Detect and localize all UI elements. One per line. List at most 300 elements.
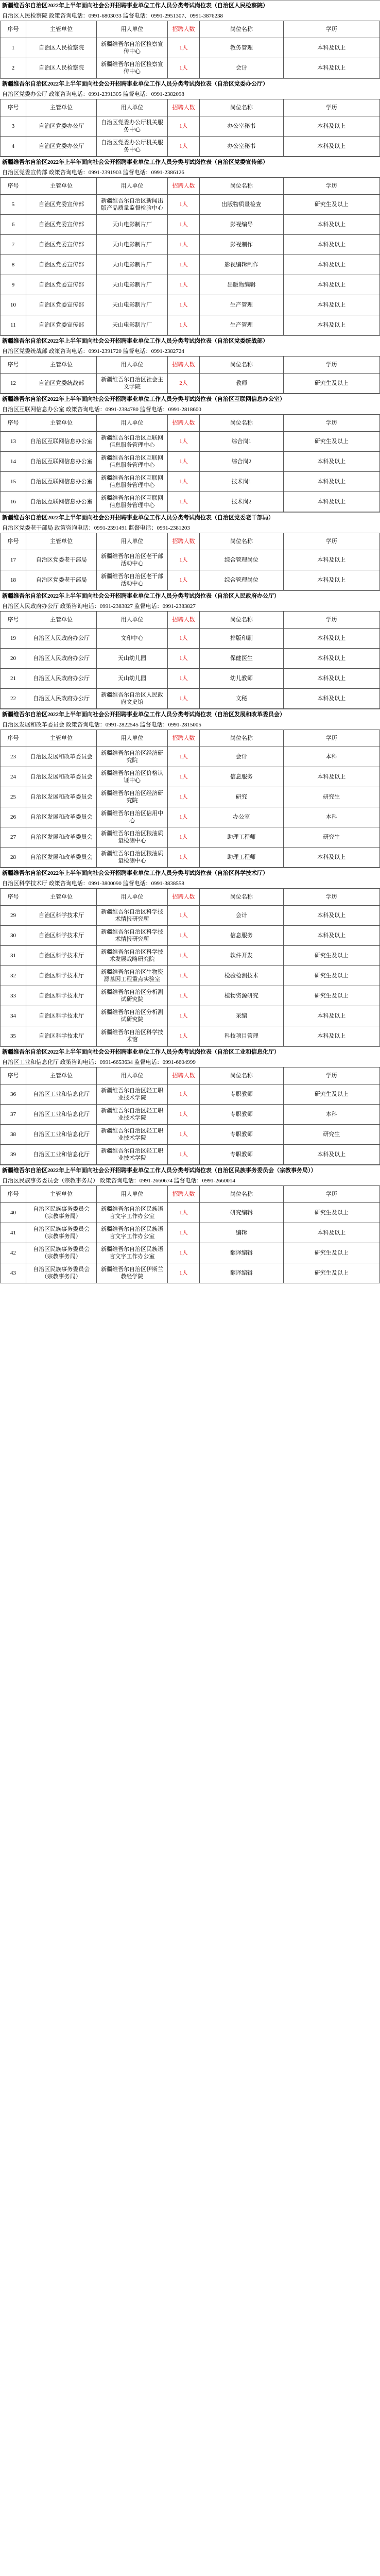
table-cell: 11 — [1, 315, 26, 335]
table-cell: 1人 — [167, 275, 199, 295]
table-cell: 本科及以上 — [283, 492, 379, 512]
table-cell: 新疆维吾尔自治区轻工职业技术学院 — [97, 1125, 167, 1145]
table-cell: 39 — [1, 1145, 26, 1165]
table-cell: 办公室秘书 — [200, 116, 283, 137]
table-cell: 天山幼儿园 — [97, 669, 167, 689]
table-cell: 1人 — [167, 1243, 199, 1263]
table-cell: 本科及以上 — [283, 629, 379, 649]
table-cell: 自治区科学技术厅 — [26, 986, 96, 1006]
table-row — [1, 1105, 380, 1125]
table-cell: 翻译编辑 — [200, 1243, 283, 1263]
column-header: 主管单位 — [26, 357, 96, 374]
table-cell: 14 — [1, 452, 26, 472]
table-cell: 本科及以上 — [283, 315, 379, 335]
table-cell: 新疆维吾尔自治区粮油质量检测中心 — [97, 848, 167, 868]
job-table — [0, 356, 380, 394]
table-row — [1, 906, 380, 926]
table-row — [1, 570, 380, 590]
table-row — [1, 1125, 380, 1145]
table-cell: 本科及以上 — [283, 689, 379, 709]
table-cell: 研究 — [200, 787, 283, 807]
column-header: 用人单位 — [97, 1186, 167, 1203]
table-cell: 37 — [1, 1105, 26, 1125]
table-cell: 专职教师 — [200, 1145, 283, 1165]
table-cell: 7 — [1, 235, 26, 255]
table-cell: 1人 — [167, 767, 199, 787]
column-header: 招聘人数 — [167, 730, 199, 747]
table-row — [1, 1243, 380, 1263]
table-cell: 10 — [1, 295, 26, 315]
section-title: 新疆维吾尔自治区2022年上半年面向社会公开招聘事业单位工作人员分类考试岗位表（自治区科学技术厅） — [0, 868, 380, 879]
table-cell: 自治区互联网信息办公室 — [26, 452, 96, 472]
section-contact: 自治区工业和信息化厅 政策咨询电话：0991-6653634 监督电话：0991-6604999 — [2, 1059, 196, 1065]
table-cell: 20 — [1, 649, 26, 669]
table-row — [1, 1084, 380, 1105]
table-cell: 17 — [1, 550, 26, 570]
table-cell: 1人 — [167, 906, 199, 926]
table-row — [1, 492, 380, 512]
table-cell: 自治区科学技术厅 — [26, 946, 96, 966]
column-header: 学历 — [283, 415, 379, 432]
table-cell: 天山幼儿园 — [97, 649, 167, 669]
column-header: 招聘人数 — [167, 1186, 199, 1203]
table-row — [1, 550, 380, 570]
table-cell: 本科及以上 — [283, 452, 379, 472]
table-cell: 1人 — [167, 1145, 199, 1165]
table-cell: 自治区人民政府办公厅 — [26, 669, 96, 689]
column-header: 招聘人数 — [167, 612, 199, 629]
section-contact: 自治区党委宣传部 政策咨询电话：0991-2391903 监督电话：0991-2386126 — [2, 170, 184, 176]
table-cell: 1人 — [167, 255, 199, 275]
table-cell: 天山电影制片厂 — [97, 275, 167, 295]
column-header: 学历 — [283, 21, 379, 38]
table-row — [1, 986, 380, 1006]
table-cell: 本科及以上 — [283, 926, 379, 946]
table-cell: 研究编辑 — [200, 1203, 283, 1223]
column-header: 主管单位 — [26, 533, 96, 550]
table-cell: 1人 — [167, 1084, 199, 1105]
table-cell: 6 — [1, 215, 26, 235]
column-header: 学历 — [283, 730, 379, 747]
column-header: 用人单位 — [97, 533, 167, 550]
column-header: 招聘人数 — [167, 99, 199, 116]
column-header: 序号 — [1, 1067, 26, 1084]
table-cell: 自治区工业和信息化厅 — [26, 1145, 96, 1165]
column-header: 招聘人数 — [167, 415, 199, 432]
table-cell: 自治区发展和改革委员会 — [26, 747, 96, 767]
table-row — [1, 787, 380, 807]
table-cell: 本科及以上 — [283, 1223, 379, 1243]
table-cell: 生产管理 — [200, 295, 283, 315]
table-cell: 28 — [1, 848, 26, 868]
table-cell: 助理工程师 — [200, 848, 283, 868]
column-header: 岗位名称 — [200, 415, 283, 432]
table-header-row — [1, 1186, 380, 1203]
column-header: 用人单位 — [97, 415, 167, 432]
section-contact: 自治区党委统战部 政策咨询电话：0991-2391720 监督电话：0991-2382724 — [2, 348, 184, 354]
table-cell: 自治区党委办公厅机关服务中心 — [97, 116, 167, 137]
section-title: 新疆维吾尔自治区2022年上半年面向社会公开招聘事业单位工作人员分类考试岗位表（自治区发展和改革委员会） — [0, 709, 380, 720]
table-cell: 研究生及以上 — [283, 1263, 379, 1283]
table-cell: 本科及以上 — [283, 137, 379, 157]
job-table — [0, 730, 380, 868]
table-cell: 本科及以上 — [283, 215, 379, 235]
table-cell: 信息服务 — [200, 767, 283, 787]
table-cell: 38 — [1, 1125, 26, 1145]
table-cell: 新疆维吾尔自治区互联网信息服务管理中心 — [97, 452, 167, 472]
table-cell: 新疆维吾尔自治区信用中心 — [97, 807, 167, 827]
table-row — [1, 38, 380, 58]
table-cell: 软件开发 — [200, 946, 283, 966]
table-cell: 科技项目管理 — [200, 1026, 283, 1046]
table-row — [1, 966, 380, 986]
table-cell: 自治区党委老干部局 — [26, 570, 96, 590]
table-cell: 32 — [1, 966, 26, 986]
column-header: 主管单位 — [26, 178, 96, 195]
table-cell: 新疆维吾尔自治区生物资源基因工程重点实验室 — [97, 966, 167, 986]
table-header-row — [1, 99, 380, 116]
table-cell: 1人 — [167, 827, 199, 848]
table-cell: 新疆维吾尔自治区老干部活动中心 — [97, 550, 167, 570]
table-cell: 自治区党委统战部 — [26, 374, 96, 394]
table-cell: 专职教师 — [200, 1125, 283, 1145]
table-cell: 本科及以上 — [283, 649, 379, 669]
section-title: 新疆维吾尔自治区2022年上半年面向社会公开招聘事业单位工作人员分类考试岗位表（自治区民族事务委员会（宗教事务局）） — [0, 1165, 380, 1176]
table-cell: 本科及以上 — [283, 848, 379, 868]
table-cell: 1人 — [167, 787, 199, 807]
table-cell: 1人 — [167, 689, 199, 709]
table-cell: 出版物质量检查 — [200, 195, 283, 215]
table-cell: 25 — [1, 787, 26, 807]
column-header: 岗位名称 — [200, 533, 283, 550]
table-cell: 1人 — [167, 295, 199, 315]
section-contact: 自治区发展和改革委员会 政策咨询电话：0991-2822545 监督电话：0991-2815005 — [2, 722, 201, 728]
table-cell: 天山电影制片厂 — [97, 215, 167, 235]
table-cell: 研究生及以上 — [283, 195, 379, 215]
table-cell: 新疆维吾尔自治区分析测试研究院 — [97, 1006, 167, 1026]
table-cell: 29 — [1, 906, 26, 926]
table-cell: 文印中心 — [97, 629, 167, 649]
job-table-document — [0, 0, 380, 1283]
table-cell: 1人 — [167, 137, 199, 157]
table-cell: 天山电影制片厂 — [97, 295, 167, 315]
column-header: 岗位名称 — [200, 889, 283, 906]
table-cell: 1人 — [167, 1203, 199, 1223]
table-cell: 研究生及以上 — [283, 946, 379, 966]
column-header: 用人单位 — [97, 357, 167, 374]
column-header: 用人单位 — [97, 21, 167, 38]
table-cell: 专职教师 — [200, 1084, 283, 1105]
table-cell: 影视编导 — [200, 215, 283, 235]
section-contact: 自治区科学技术厅 政策咨询电话：0991-3800090 监督电话：0991-3838558 — [2, 880, 184, 887]
table-cell: 新疆维吾尔自治区价格认证中心 — [97, 767, 167, 787]
table-row — [1, 1203, 380, 1223]
section-title: 新疆维吾尔自治区2022年上半年面向社会公开招聘事业单位工作人员分类考试岗位表（自治区党委办公厅） — [0, 78, 380, 90]
column-header: 主管单位 — [26, 889, 96, 906]
column-header: 学历 — [283, 178, 379, 195]
table-cell: 1人 — [167, 669, 199, 689]
table-header-row — [1, 730, 380, 747]
table-cell: 专职教师 — [200, 1105, 283, 1125]
table-cell: 33 — [1, 986, 26, 1006]
table-cell: 天山电影制片厂 — [97, 255, 167, 275]
table-cell: 新疆维吾尔自治区人民政府文史馆 — [97, 689, 167, 709]
table-cell: 本科及以上 — [283, 570, 379, 590]
table-row — [1, 195, 380, 215]
column-header: 序号 — [1, 21, 26, 38]
column-header: 学历 — [283, 533, 379, 550]
table-cell: 1人 — [167, 649, 199, 669]
table-cell: 自治区党委宣传部 — [26, 295, 96, 315]
table-cell: 新疆维吾尔自治区科学技术发展战略研究院 — [97, 946, 167, 966]
table-cell: 新疆维吾尔自治区分析测试研究院 — [97, 986, 167, 1006]
table-cell: 新疆维吾尔自治区轻工职业技术学院 — [97, 1105, 167, 1125]
table-cell: 幼儿教师 — [200, 669, 283, 689]
job-table — [0, 99, 380, 157]
table-row — [1, 275, 380, 295]
table-row — [1, 649, 380, 669]
table-header-row — [1, 612, 380, 629]
table-row — [1, 1263, 380, 1283]
table-cell: 助理工程师 — [200, 827, 283, 848]
table-cell: 1人 — [167, 472, 199, 492]
table-cell: 自治区人民检察院 — [26, 58, 96, 78]
table-cell: 综合管理岗位 — [200, 570, 283, 590]
table-cell: 31 — [1, 946, 26, 966]
table-cell: 1人 — [167, 452, 199, 472]
table-cell: 30 — [1, 926, 26, 946]
table-cell: 翻译编辑 — [200, 1263, 283, 1283]
table-cell: 本科 — [283, 747, 379, 767]
table-cell: 1人 — [167, 1026, 199, 1046]
table-cell: 1人 — [167, 1125, 199, 1145]
column-header: 主管单位 — [26, 730, 96, 747]
table-cell: 新疆维吾尔自治区经济研究院 — [97, 747, 167, 767]
column-header: 序号 — [1, 612, 26, 629]
table-cell: 自治区党委办公厅 — [26, 116, 96, 137]
table-cell: 本科及以上 — [283, 906, 379, 926]
table-row — [1, 452, 380, 472]
table-cell: 自治区党委宣传部 — [26, 315, 96, 335]
table-cell: 新疆维吾尔自治区科学技术情报研究所 — [97, 926, 167, 946]
table-cell: 3 — [1, 116, 26, 137]
table-cell: 本科及以上 — [283, 1006, 379, 1026]
table-header-row — [1, 889, 380, 906]
table-cell: 教务管理 — [200, 38, 283, 58]
table-cell: 自治区工业和信息化厅 — [26, 1125, 96, 1145]
column-header: 主管单位 — [26, 21, 96, 38]
table-cell: 新疆维吾尔自治区新闻出版产品质量监督检验中心 — [97, 195, 167, 215]
table-cell: 影视制作 — [200, 235, 283, 255]
table-cell: 4 — [1, 137, 26, 157]
table-cell: 22 — [1, 689, 26, 709]
table-cell: 自治区人民政府办公厅 — [26, 689, 96, 709]
table-cell: 自治区科学技术厅 — [26, 926, 96, 946]
table-cell: 新疆维吾尔自治区检察宣传中心 — [97, 58, 167, 78]
table-cell: 27 — [1, 827, 26, 848]
table-cell: 自治区工业和信息化厅 — [26, 1084, 96, 1105]
table-cell: 35 — [1, 1026, 26, 1046]
table-cell: 自治区互联网信息办公室 — [26, 492, 96, 512]
column-header: 序号 — [1, 99, 26, 116]
table-cell: 1人 — [167, 986, 199, 1006]
column-header: 招聘人数 — [167, 21, 199, 38]
table-cell: 本科及以上 — [283, 1026, 379, 1046]
table-cell: 1人 — [167, 432, 199, 452]
table-cell: 1人 — [167, 807, 199, 827]
table-row — [1, 235, 380, 255]
table-cell: 生产管理 — [200, 315, 283, 335]
table-cell: 新疆维吾尔自治区民族语言文字工作办公室 — [97, 1223, 167, 1243]
table-cell: 信息服务 — [200, 926, 283, 946]
table-cell: 新疆维吾尔自治区经济研究院 — [97, 787, 167, 807]
section-title: 新疆维吾尔自治区2022年上半年面向社会公开招聘事业单位工作人员分类考试岗位表（自治区党委统战部） — [0, 335, 380, 347]
column-header: 用人单位 — [97, 889, 167, 906]
table-cell: 新疆维吾尔自治区科学技术馆 — [97, 1026, 167, 1046]
table-cell: 新疆维吾尔自治区伊斯兰教经学院 — [97, 1263, 167, 1283]
column-header: 岗位名称 — [200, 730, 283, 747]
column-header: 学历 — [283, 357, 379, 374]
table-row — [1, 767, 380, 787]
table-cell: 自治区党委宣传部 — [26, 215, 96, 235]
column-header: 招聘人数 — [167, 533, 199, 550]
table-cell: 编辑 — [200, 1223, 283, 1243]
table-cell: 综合岗2 — [200, 452, 283, 472]
table-cell: 自治区人民检察院 — [26, 38, 96, 58]
table-cell: 新疆维吾尔自治区粮油质量检测中心 — [97, 827, 167, 848]
table-cell: 综合管理岗位 — [200, 550, 283, 570]
table-cell: 自治区发展和改革委员会 — [26, 848, 96, 868]
table-cell: 24 — [1, 767, 26, 787]
job-table — [0, 21, 380, 78]
table-cell: 1人 — [167, 492, 199, 512]
column-header: 岗位名称 — [200, 612, 283, 629]
column-header: 招聘人数 — [167, 889, 199, 906]
table-row — [1, 629, 380, 649]
column-header: 用人单位 — [97, 730, 167, 747]
table-cell: 植物资源研究 — [200, 986, 283, 1006]
table-cell: 21 — [1, 669, 26, 689]
table-row — [1, 1006, 380, 1026]
table-cell: 自治区发展和改革委员会 — [26, 827, 96, 848]
table-cell: 本科及以上 — [283, 669, 379, 689]
table-row — [1, 432, 380, 452]
table-cell: 采编 — [200, 1006, 283, 1026]
table-cell: 2人 — [167, 374, 199, 394]
table-cell: 影视编辑制作 — [200, 255, 283, 275]
table-cell: 自治区民族事务委员会（宗教事务局） — [26, 1263, 96, 1283]
table-row — [1, 137, 380, 157]
table-row — [1, 1223, 380, 1243]
table-cell: 1人 — [167, 946, 199, 966]
table-cell: 研究生 — [283, 827, 379, 848]
table-cell: 新疆维吾尔自治区老干部活动中心 — [97, 570, 167, 590]
column-header: 招聘人数 — [167, 1067, 199, 1084]
table-cell: 本科 — [283, 1105, 379, 1125]
table-row — [1, 374, 380, 394]
job-table — [0, 1067, 380, 1165]
table-cell: 本科 — [283, 807, 379, 827]
column-header: 用人单位 — [97, 178, 167, 195]
section-title: 新疆维吾尔自治区2022年上半年面向社会公开招聘事业单位工作人员分类考试岗位表（自治区党委老干部局） — [0, 512, 380, 523]
column-header: 岗位名称 — [200, 178, 283, 195]
table-cell: 自治区党委办公厅 — [26, 137, 96, 157]
table-header-row — [1, 1067, 380, 1084]
table-row — [1, 255, 380, 275]
column-header: 序号 — [1, 889, 26, 906]
table-cell: 新疆维吾尔自治区轻工职业技术学院 — [97, 1084, 167, 1105]
table-cell: 天山电影制片厂 — [97, 315, 167, 335]
table-cell: 43 — [1, 1263, 26, 1283]
table-cell: 36 — [1, 1084, 26, 1105]
table-cell: 1 — [1, 38, 26, 58]
table-cell: 1人 — [167, 235, 199, 255]
section-title: 新疆维吾尔自治区2022年上半年面向社会公开招聘事业单位工作人员分类考试岗位表（自治区工业和信息化厅） — [0, 1046, 380, 1058]
table-cell: 本科及以上 — [283, 472, 379, 492]
table-row — [1, 295, 380, 315]
table-cell: 1人 — [167, 926, 199, 946]
table-cell: 1人 — [167, 58, 199, 78]
table-cell: 19 — [1, 629, 26, 649]
table-row — [1, 689, 380, 709]
table-header-row — [1, 415, 380, 432]
table-cell: 技术岗1 — [200, 472, 283, 492]
table-cell: 1人 — [167, 1263, 199, 1283]
column-header: 主管单位 — [26, 1186, 96, 1203]
section-contact: 自治区民族事务委员会（宗教事务局） 政策咨询电话：0991-2660674 监督电话：0991-2660014 — [2, 1178, 235, 1184]
table-row — [1, 215, 380, 235]
job-table — [0, 177, 380, 335]
table-cell: 研究生及以上 — [283, 986, 379, 1006]
table-cell: 文秘 — [200, 689, 283, 709]
table-cell: 41 — [1, 1223, 26, 1243]
table-cell: 研究生及以上 — [283, 966, 379, 986]
table-cell: 本科及以上 — [283, 58, 379, 78]
table-cell: 13 — [1, 432, 26, 452]
job-table — [0, 611, 380, 709]
table-cell: 教师 — [200, 374, 283, 394]
column-header: 学历 — [283, 889, 379, 906]
column-header: 招聘人数 — [167, 357, 199, 374]
table-cell: 会计 — [200, 58, 283, 78]
column-header: 岗位名称 — [200, 1186, 283, 1203]
job-table — [0, 533, 380, 590]
table-row — [1, 1026, 380, 1046]
job-table — [0, 888, 380, 1046]
table-cell: 新疆维吾尔自治区民族语言文字工作办公室 — [97, 1203, 167, 1223]
column-header: 学历 — [283, 99, 379, 116]
column-header: 用人单位 — [97, 99, 167, 116]
table-cell: 自治区科学技术厅 — [26, 1006, 96, 1026]
table-cell: 自治区党委老干部局 — [26, 550, 96, 570]
table-cell: 自治区人民政府办公厅 — [26, 649, 96, 669]
table-cell: 会计 — [200, 747, 283, 767]
table-cell: 研究生及以上 — [283, 374, 379, 394]
table-cell: 1人 — [167, 966, 199, 986]
table-row — [1, 946, 380, 966]
table-cell: 天山电影制片厂 — [97, 235, 167, 255]
table-row — [1, 807, 380, 827]
table-cell: 办公室 — [200, 807, 283, 827]
table-cell: 自治区互联网信息办公室 — [26, 472, 96, 492]
table-cell: 研究生及以上 — [283, 1203, 379, 1223]
table-cell: 本科及以上 — [283, 275, 379, 295]
table-cell: 8 — [1, 255, 26, 275]
table-cell: 自治区科学技术厅 — [26, 1026, 96, 1046]
table-cell: 34 — [1, 1006, 26, 1026]
table-cell: 本科及以上 — [283, 235, 379, 255]
table-row — [1, 747, 380, 767]
